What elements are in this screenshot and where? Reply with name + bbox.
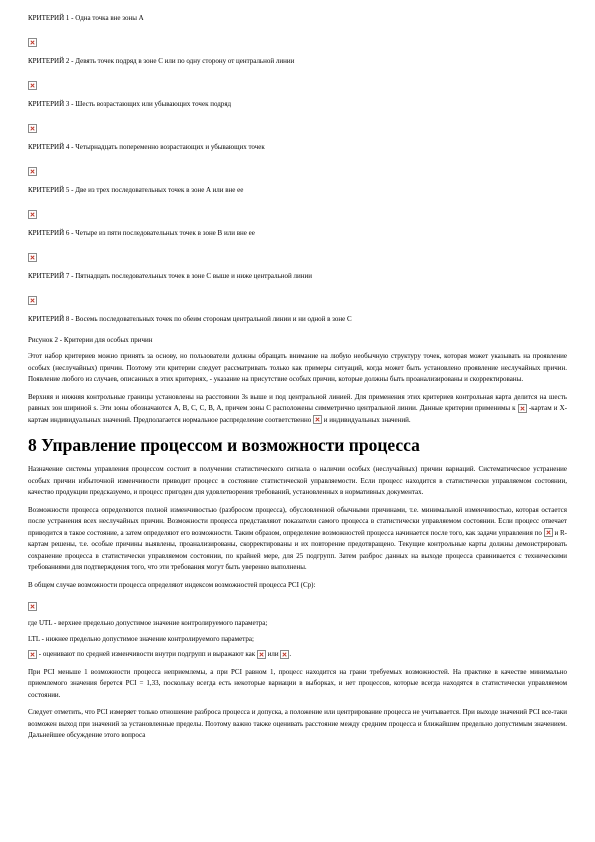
- paragraph-text: Возможности процесса определяются полной изменчивостью (разбросом процесса), обусловленной обычными причинами, т.е. минимальной изменчивостью, которая остается после устранения всех неслучайных причин. Возможности процесса представляют показатели самого процесса в статистически управляемом состоянии. Если процесс отвечает приводится в такое состояние, а затем определяют его возможности. Таким образом, определение возможностей процесса начинается после того, как задачи управления по: [28, 505, 567, 537]
- broken-image-icon: [28, 167, 37, 176]
- paragraph: LTL - нижнее предельно допустимое значение контролируемого параметра;: [28, 634, 254, 643]
- criterion-5: КРИТЕРИЙ 5 - Две из трех последовательных точек в зоне A или вне ее: [28, 186, 244, 194]
- broken-image-icon: [313, 415, 322, 424]
- paragraph-text: -картам и X-картам индивидуальных значений. Предполагается нормальное распределение соответственно: [28, 404, 568, 424]
- criterion-1: КРИТЕРИЙ 1 - Одна точка вне зоны A: [28, 14, 144, 22]
- broken-image-icon: [28, 81, 37, 90]
- paragraph: [28, 392, 567, 427]
- paragraph: [28, 505, 567, 574]
- paragraph: [28, 649, 567, 661]
- broken-image-icon: [257, 650, 266, 659]
- broken-image-icon: [28, 602, 37, 611]
- criterion-2: КРИТЕРИЙ 2 - Девять точек подряд в зоне С или по одну сторону от центральной линии: [28, 57, 295, 65]
- broken-image-icon: [28, 210, 37, 219]
- paragraph: Следует отметить, что PCI измеряет только отношение разброса процесса и допуска, а положение или центрирование процесса не учитывается. При выходе значений PCI все-таки возможен выход при значений за установленные пределы. Поэтому важно также оценивать расстояние между средним процесса и ближайшим предельно допустимым значением. Дальнейшее обсуждение этого вопроса: [28, 708, 567, 739]
- broken-image-icon: [518, 404, 527, 413]
- criterion-4: КРИТЕРИЙ 4 - Четырнадцать попеременно возрастающих и убывающих точек: [28, 143, 265, 151]
- broken-image-icon: [544, 528, 553, 537]
- paragraph: В общем случае возможности процесса определяют индексом возможностей процесса PCI (Cp):: [28, 580, 316, 589]
- paragraph: Этот набор критериев можно принять за основу, но пользователи должны обращать внимание на любую необычную структуру точек, которая может указывать на проявление особых (неслучайных) причин. Поэтому эти критерии следует рассматривать только как примеры ситуаций, когда может быть установлено проявление неслучайных причин. Появление любого из случаев, описанных в этих критериях, - указание на присутствие особых причин, которые должны быть проанализированы и скорректированы.: [28, 352, 567, 383]
- criterion-8: КРИТЕРИЙ 8 - Восемь последовательных точек по обеим сторонам центральной линии и ни одной в зоне С: [28, 315, 352, 323]
- broken-image-icon: [28, 650, 37, 659]
- criterion-6: КРИТЕРИЙ 6 - Четыре из пяти последовательных точек в зоне B или вне ее: [28, 229, 255, 237]
- paragraph-text: .: [289, 650, 292, 658]
- paragraph-text: и R-картам решены, т.е. особые причины выявлены, проанализированы, скорректированы и их повторение предотвращено. Текущие контрольные карты должны демонстрировать сохранение процесса в статистически управляемом состоянии, по крайней мере, для 25 подгрупп. Затем разброс данных на выходе процесса сравнивается с техническими требованиями для подтверждения того, что эти требования могут быть уверенно выполнены.: [28, 528, 568, 571]
- paragraph: где UTL - верхнее предельно допустимое значение контролируемого параметра;: [28, 619, 268, 627]
- broken-image-icon: [28, 296, 37, 305]
- paragraph-text: или: [267, 650, 279, 658]
- section-title: 8 Управление процессом и возможности процесса: [28, 435, 420, 455]
- paragraph-text: и индивидуальных значений.: [323, 415, 411, 424]
- paragraph: Назначение системы управления процессом состоит в получении статистического сигнала о наличии особых (неслучайных) причин вариаций. Систематическое устранение особых причин избыточной изменчивости приводит процесс в состояние статистической управляемости. Если процесс находится в статистически управляемом состоянии, качество продукции предсказуемо, и процесс пригоден для удовлетворения требований, установленных в нормативных документах.: [28, 465, 567, 496]
- criterion-7: КРИТЕРИЙ 7 - Пятнадцать последовательных точек в зоне C выше и ниже центральной линии: [28, 272, 312, 280]
- paragraph: При PCI меньше 1 возможности процесса неприемлемы, а при PCI равном 1, процесс находится на грани требуемых возможностей. На практике в качестве минимально приемлемого значения берется PCI = 1,33, поскольку всегда есть некоторые вариации в выборках, и нет процессов, которые всегда находятся в статистически управляемом состоянии.: [28, 667, 567, 699]
- broken-image-icon: [28, 124, 37, 133]
- criterion-3: КРИТЕРИЙ 3 - Шесть возрастающих или убывающих точек подряд: [28, 100, 232, 108]
- broken-image-icon: [28, 253, 37, 262]
- paragraph-text: Верхняя и нижняя контрольные границы установлены на расстоянии 3s выше и под центральной линией. Для применения этих критериев контрольная карта делится на шесть равных зон шириной s. Эти зоны обозначаются A, B, C, C, B, A, причем зоны С расположены симметрично центральной линии. Данные критерии применимы к: [28, 392, 567, 412]
- paragraph-text: - оценивают по средней изменчивости внутри подгрупп и выражают как: [38, 650, 256, 658]
- broken-image-icon: [28, 38, 37, 47]
- figure-caption: Рисунок 2 - Критерии для особых причин: [28, 336, 153, 344]
- broken-image-icon: [280, 650, 292, 659]
